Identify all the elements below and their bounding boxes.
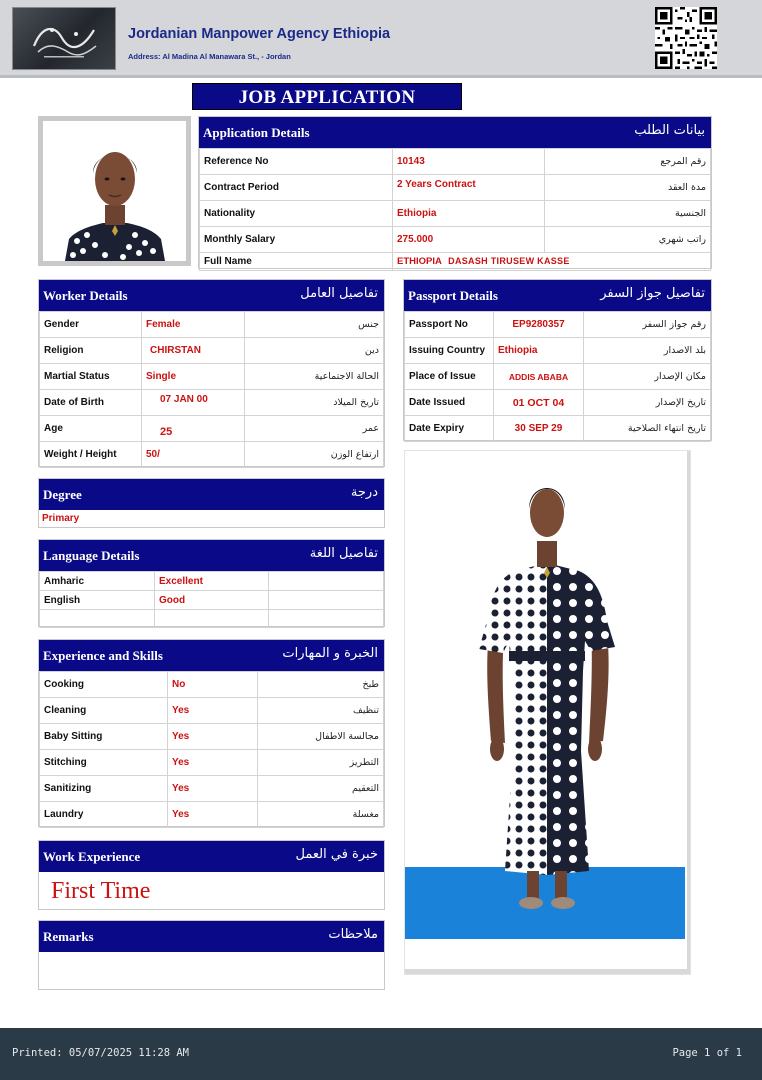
section-title-arabic: الخبرة و المهارات [282,646,378,661]
table-row [40,698,384,724]
empty-cell [155,610,269,628]
qr-code-icon [655,7,717,69]
language-details-header [39,540,384,571]
field-label: Age [40,416,142,442]
table-row [40,776,384,802]
field-label: Date Issued [405,390,494,416]
table-row [40,672,384,698]
field-value: Single [142,364,245,390]
table-row [40,312,384,338]
remarks-panel [38,920,385,990]
print-footer [0,1028,762,1080]
table-row [405,338,711,364]
table-row [405,416,711,442]
section-title-arabic: درجة [350,485,378,500]
table-row [40,364,384,390]
table-row [40,724,384,750]
field-label-arabic: ارتفاع الوزن [245,442,384,468]
passport-table [404,311,711,442]
section-title-arabic: تفاصيل جواز السفر [600,286,705,301]
skill-name: Cleaning [40,698,168,724]
table-row [405,364,711,390]
skills-table [39,671,384,828]
worker-table [39,311,384,468]
printed-timestamp: Printed: 05/07/2025 11:28 AM [12,1047,190,1059]
language-table [39,571,384,628]
degree-value: Primary [42,513,80,524]
section-title: Degree [43,487,82,502]
section-title: Language Details [43,548,140,563]
field-label-arabic: تاريخ الإصدار [584,390,711,416]
agency-address: Address: Al Madina Al Manawara St., - Jordan [128,52,291,61]
field-value: 10143 [393,149,545,175]
work-experience-header [39,841,384,872]
skill-value: Yes [168,724,258,750]
page-number: Page 1 of 1 [672,1047,742,1059]
field-label: Contract Period [200,175,393,201]
skill-name: Cooking [40,672,168,698]
field-label-arabic: بلد الاصدار [584,338,711,364]
section-title-arabic: بيانات الطلب [634,123,705,138]
application-table [199,148,711,271]
empty-cell [269,610,384,628]
skills-header [39,640,384,671]
table-row [200,227,711,253]
field-label: Monthly Salary [200,227,393,253]
skills-panel [38,639,385,827]
field-label-arabic: دين [245,338,384,364]
language-name: English [40,591,155,610]
skill-value: Yes [168,802,258,828]
field-value: CHIRSTAN [142,338,245,364]
field-label: Date Expiry [405,416,494,442]
field-value: EP9280357 [494,312,584,338]
applicant-photo [38,116,191,266]
table-row [200,253,711,271]
field-value: 275.000 [393,227,545,253]
table-row [40,442,384,468]
section-title: Application Details [203,125,310,140]
table-row [40,416,384,442]
field-label: Date of Birth [40,390,142,416]
section-title: Work Experience [43,849,141,864]
field-label: Weight / Height [40,442,142,468]
skill-name-arabic: طبخ [258,672,384,698]
table-row [40,390,384,416]
table-row [405,390,711,416]
section-title: Experience and Skills [43,648,163,663]
field-label-arabic: مكان الإصدار [584,364,711,390]
field-label: Martial Status [40,364,142,390]
passport-details-header [404,280,711,311]
field-label-arabic: جنس [245,312,384,338]
field-label-arabic: راتب شهري [545,227,711,253]
skill-value: Yes [168,750,258,776]
page-title: JOB APPLICATION [192,83,462,110]
remarks-header [39,921,384,952]
agency-name: Jordanian Manpower Agency Ethiopia [128,26,391,42]
degree-header [39,479,384,510]
table-row [40,572,384,591]
field-label: Gender [40,312,142,338]
table-row [405,312,711,338]
field-label-arabic: تاريخ انتهاء الصلاحية [584,416,711,442]
field-value: 50/ [142,442,245,468]
skill-name-arabic: التعقيم [258,776,384,802]
field-label-arabic: رقم جواز السفر [584,312,711,338]
work-experience-panel [38,840,385,910]
field-value: 2 Years Contract [393,175,545,201]
empty-cell [40,610,155,628]
full-name-country: ETHIOPIA [397,256,442,267]
application-details-header [199,117,711,148]
section-title: Passport Details [408,288,498,303]
application-details-panel [198,116,712,269]
calligraphy-logo-icon [24,16,104,62]
field-value: 01 OCT 04 [494,390,584,416]
skill-name-arabic: مغسلة [258,802,384,828]
degree-panel [38,478,385,528]
field-value: 07 JAN 00 [142,390,245,416]
language-level: Excellent [155,572,269,591]
page-header [0,0,762,78]
agency-logo [12,7,116,70]
section-title-arabic: ملاحظات [328,927,378,942]
section-title-arabic: خبرة في العمل [295,847,378,862]
field-label-arabic: عمر [245,416,384,442]
field-label-arabic: رقم المرجع [545,149,711,175]
worker-details-panel [38,279,385,467]
field-value: Female [142,312,245,338]
table-row [200,175,711,201]
field-label: Issuing Country [405,338,494,364]
skill-name-arabic: تنظيف [258,698,384,724]
work-experience-value: First Time [51,878,151,904]
field-label-arabic: الحالة الاجتماعية [245,364,384,390]
language-name: Amharic [40,572,155,591]
field-label: Nationality [200,201,393,227]
field-value: 30 SEP 29 [494,416,584,442]
full-body-image [405,451,691,975]
skill-name-arabic: مجالسة الاطفال [258,724,384,750]
skill-name-arabic: التطريز [258,750,384,776]
language-details-panel [38,539,385,627]
field-label-arabic: مدة العقد [545,175,711,201]
passport-details-panel [403,279,712,441]
table-row [40,802,384,828]
skill-name: Stitching [40,750,168,776]
skill-value: No [168,672,258,698]
section-title: Worker Details [43,288,128,303]
section-title-arabic: تفاصيل اللغة [309,546,378,561]
table-row [200,149,711,175]
table-row [40,591,384,610]
field-label: Place of Issue [405,364,494,390]
field-label-arabic: تاريخ الميلاد [245,390,384,416]
portrait-photo [43,121,186,261]
field-label-arabic: الجنسية [545,201,711,227]
table-row [40,338,384,364]
field-label: Reference No [200,149,393,175]
empty-cell [269,572,384,591]
skill-value: Yes [168,698,258,724]
empty-cell [269,591,384,610]
table-row [40,750,384,776]
table-row [200,201,711,227]
field-value: 25 [142,416,245,442]
field-label: Religion [40,338,142,364]
field-value: ADDIS ABABA [494,364,584,390]
worker-details-header [39,280,384,311]
field-label: Full Name [200,253,393,271]
full-body-photo [404,450,691,975]
skill-name: Laundry [40,802,168,828]
table-row [40,610,384,628]
skill-value: Yes [168,776,258,802]
full-name-cell [393,253,711,271]
language-level: Good [155,591,269,610]
field-value: Ethiopia [494,338,584,364]
full-name-value: DASASH TIRUSEW KASSE [448,256,570,266]
section-title: Remarks [43,929,94,944]
field-value: Ethiopia [393,201,545,227]
skill-name: Baby Sitting [40,724,168,750]
skill-name: Sanitizing [40,776,168,802]
section-title-arabic: تفاصيل العامل [300,286,378,301]
field-label: Passport No [405,312,494,338]
